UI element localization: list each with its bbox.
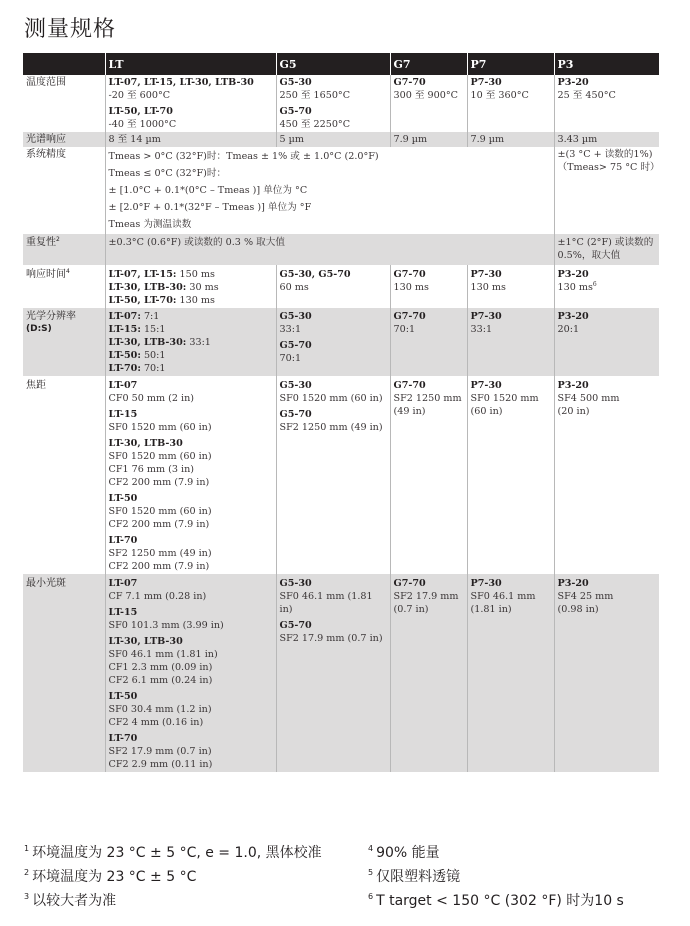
value-text: SF0 1520 mm (60 in) xyxy=(108,451,212,462)
value-text: SF2 17.9 mm (0.7 in) xyxy=(108,746,212,757)
model-name: P3-20 xyxy=(557,380,589,391)
cell-spot-p7 xyxy=(467,574,554,772)
cell-temp-p7 xyxy=(467,75,554,132)
value-text: 450 至 2250°C xyxy=(279,119,351,130)
model-name: P7-30 xyxy=(470,380,502,391)
value-text: 30 ms xyxy=(189,282,219,293)
label-spot: 最小光斑 xyxy=(23,574,105,772)
cell-accuracy-main xyxy=(105,147,554,234)
value-text: 20:1 xyxy=(557,324,580,335)
header-g5: G5 xyxy=(276,53,390,75)
cell-focal-lt xyxy=(105,376,276,574)
cell-spot-g7 xyxy=(390,574,467,772)
model-name: P7-30 xyxy=(470,77,502,88)
label-temp-range: 温度范围 xyxy=(26,77,66,88)
value-text: 70:1 xyxy=(393,324,416,335)
cell-focal-p7 xyxy=(467,376,554,574)
model-name: G5-70 xyxy=(279,340,312,351)
value-text: 150 ms xyxy=(179,269,215,280)
value-text: CF2 2.9 mm (0.11 in) xyxy=(108,759,213,770)
cell-spectral-lt: 8 至 14 µm xyxy=(105,132,276,147)
accuracy-line: Tmeas > 0°C (32°F)时：Tmeas ± 1% 或 ± 1.0°C (2.0°F) xyxy=(108,151,379,162)
optical-line xyxy=(109,336,274,349)
header-p3: P3 xyxy=(554,53,659,75)
response-line xyxy=(109,268,274,281)
model-name: LT-70 xyxy=(108,733,138,744)
value-text: 10 至 360°C xyxy=(470,90,529,101)
model-name: LT-15: xyxy=(108,324,141,335)
row-temp-range xyxy=(23,75,659,132)
cell-optical-p3 xyxy=(554,308,659,376)
label-text: 重复性 xyxy=(26,237,56,248)
footnote-num: 5 xyxy=(368,868,374,877)
model-name: G7-70 xyxy=(393,380,426,391)
value-text: CF2 6.1 mm (0.24 in) xyxy=(108,675,213,686)
value-text: (0.7 in) xyxy=(393,604,429,615)
footnote-text: 环境温度为 23 °C ± 5 °C xyxy=(32,869,197,885)
accuracy-line: ± [2.0°F + 0.1*(32°F – Tmeas )] 单位为 °F xyxy=(108,202,312,213)
model-name: LT-50 xyxy=(108,493,138,504)
header-p7: P7 xyxy=(467,53,554,75)
value-text: SF2 1250 mm xyxy=(393,393,462,404)
footnote-text: T target < 150 °C (302 °F) 时为10 s xyxy=(376,893,624,909)
model-name: P3-20 xyxy=(557,269,589,280)
model-name: LT-07, LT-15: xyxy=(108,269,177,280)
header-row xyxy=(23,53,659,75)
label-repeatability xyxy=(23,234,105,265)
model-name: G7-70 xyxy=(393,269,426,280)
accuracy-line: Tmeas 为测温读数 xyxy=(108,219,192,230)
row-repeatability xyxy=(23,234,659,265)
model-name: LT-07 xyxy=(108,380,138,391)
optical-line xyxy=(109,349,274,362)
model-name: P3-20 xyxy=(557,311,589,322)
cell-spectral-p7: 7.9 µm xyxy=(467,132,554,147)
cell-response-g5 xyxy=(276,265,390,308)
cell-optical-lt xyxy=(105,308,276,376)
row-response xyxy=(23,265,659,308)
cell-optical-p7 xyxy=(467,308,554,376)
optical-line xyxy=(109,362,274,375)
value-text: SF0 1520 mm (60 in) xyxy=(108,422,212,433)
model-name: G5-30 xyxy=(279,380,312,391)
row-focal xyxy=(23,376,659,574)
value-text: (60 in) xyxy=(470,406,503,417)
value-text: 130 ms xyxy=(470,282,506,293)
model-name: G5-30 xyxy=(279,311,312,322)
value-text xyxy=(558,281,658,294)
spec-table xyxy=(23,53,659,772)
value-text: SF0 30.4 mm (1.2 in) xyxy=(108,704,212,715)
model-name: LT-50, LT-70: xyxy=(108,295,177,306)
header-lt: LT xyxy=(105,53,276,75)
model-name: P7-30 xyxy=(470,311,502,322)
footnote-ref: 4 xyxy=(66,268,70,275)
value-text: 33:1 xyxy=(470,324,493,335)
value-text: CF1 2.3 mm (0.09 in) xyxy=(108,662,213,673)
model-name: LT-30, LTB-30: xyxy=(108,337,187,348)
model-name: G5-30 xyxy=(279,77,312,88)
footnote-3 xyxy=(24,890,116,910)
footnote-ref: 2 xyxy=(56,236,60,243)
header-empty xyxy=(23,53,105,75)
model-name: LT-30, LTB-30 xyxy=(108,438,183,449)
page-title: 测量规格 xyxy=(24,17,117,42)
model-name: G5-70 xyxy=(279,106,312,117)
value-text: SF0 1520 mm (60 in) xyxy=(279,393,383,404)
cell-focal-g7 xyxy=(390,376,467,574)
model-name: P3-20 xyxy=(557,578,589,589)
value-number: 130 ms xyxy=(557,282,593,293)
label-spectral: 光谱响应 xyxy=(23,132,105,147)
value-text: 33:1 xyxy=(189,337,211,348)
value-text: CF0 50 mm (2 in) xyxy=(108,393,195,404)
model-name: P7-30 xyxy=(470,578,502,589)
value-text: SF2 17.9 mm xyxy=(393,591,459,602)
label-text: 响应时间 xyxy=(26,269,66,280)
model-name: LT-30, LTB-30 xyxy=(108,636,183,647)
row-optical xyxy=(23,308,659,376)
value-text: SF0 46.1 mm (1.81 in) xyxy=(279,591,373,615)
value-text: 50:1 xyxy=(143,350,166,361)
model-name: LT-70: xyxy=(108,363,141,374)
cell-temp-lt xyxy=(105,75,276,132)
footnote-1 xyxy=(24,842,322,862)
value-text: 130 ms xyxy=(179,295,215,306)
value-text: SF0 46.1 mm xyxy=(470,591,536,602)
cell-temp-g5 xyxy=(276,75,390,132)
model-name: LT-07 xyxy=(108,578,138,589)
model-name: LT-15 xyxy=(108,607,138,618)
value-text: -40 至 1000°C xyxy=(108,119,177,130)
cell-spot-lt xyxy=(105,574,276,772)
value-text: SF0 101.3 mm (3.99 in) xyxy=(108,620,224,631)
model-name: G7-70 xyxy=(393,311,426,322)
value-text: (20 in) xyxy=(557,406,590,417)
value-text: CF1 76 mm (3 in) xyxy=(108,464,195,475)
footnote-5 xyxy=(368,866,460,886)
optical-line xyxy=(109,323,274,336)
model-name: P7-30 xyxy=(470,269,502,280)
footnote-text: 以较大者为准 xyxy=(32,893,117,909)
value-text: CF2 200 mm (7.9 in) xyxy=(108,561,210,572)
row-spectral xyxy=(23,132,659,147)
value-text: 130 ms xyxy=(393,282,429,293)
cell-optical-g7 xyxy=(390,308,467,376)
cell-optical-g5 xyxy=(276,308,390,376)
value-text: SF0 1520 mm (60 in) xyxy=(108,506,212,517)
row-accuracy xyxy=(23,147,659,234)
value-text: SF2 1250 mm (49 in) xyxy=(108,548,212,559)
label-accuracy: 系统精度 xyxy=(26,149,66,160)
model-name: LT-70 xyxy=(108,535,138,546)
header-g7: G7 xyxy=(390,53,467,75)
value-text: 7:1 xyxy=(143,311,160,322)
model-name: LT-07, LT-15, LT-30, LTB-30 xyxy=(108,77,254,88)
value-text: CF2 200 mm (7.9 in) xyxy=(108,519,210,530)
cell-focal-g5 xyxy=(276,376,390,574)
cell-response-lt xyxy=(105,265,276,308)
value-text: 60 ms xyxy=(279,282,309,293)
footnote-text: 环境温度为 23 °C ± 5 °C, e = 1.0, 黑体校准 xyxy=(32,845,322,861)
value-text: 33:1 xyxy=(279,324,302,335)
cell-accuracy-p3 xyxy=(554,147,659,234)
value-text: (49 in) xyxy=(393,406,426,417)
value-text: 25 至 450°C xyxy=(557,90,616,101)
cell-temp-p3 xyxy=(554,75,659,132)
model-name: G5-70 xyxy=(279,620,312,631)
cell-response-g7 xyxy=(390,265,467,308)
label-response xyxy=(23,265,105,308)
model-name: G5-30, G5-70 xyxy=(279,269,351,280)
label-optical xyxy=(23,308,105,376)
accuracy-p3-text: ±(3 °C + 读数的1%)（Tmeas> 75 °C 时） xyxy=(557,149,660,173)
model-name: G5-70 xyxy=(279,409,312,420)
footnote-num: 6 xyxy=(368,892,374,901)
value-text: CF2 200 mm (7.9 in) xyxy=(108,477,210,488)
value-text: CF 7.1 mm (0.28 in) xyxy=(108,591,207,602)
footnote-2 xyxy=(24,866,196,886)
cell-spectral-p3: 3.43 µm xyxy=(554,132,659,147)
cell-spectral-g5: 5 µm xyxy=(276,132,390,147)
cell-response-p3 xyxy=(554,265,659,308)
value-text: SF2 17.9 mm (0.7 in) xyxy=(279,633,383,644)
response-line xyxy=(109,294,274,307)
model-name: LT-50: xyxy=(108,350,141,361)
footnote-num: 4 xyxy=(368,844,374,853)
cell-spot-p3 xyxy=(554,574,659,772)
footnote-6 xyxy=(368,890,624,910)
label-text: 光学分辨率 xyxy=(26,311,76,322)
footnote-num: 3 xyxy=(24,892,30,901)
cell-response-p7 xyxy=(467,265,554,308)
model-name: G7-70 xyxy=(393,578,426,589)
value-text: SF4 25 mm xyxy=(557,591,614,602)
model-name: LT-50, LT-70 xyxy=(108,106,173,117)
value-text: (0.98 in) xyxy=(557,604,599,615)
label-focal: 焦距 xyxy=(26,380,46,391)
value-text: 15:1 xyxy=(143,324,166,335)
model-name: LT-30, LTB-30: xyxy=(108,282,187,293)
row-spot xyxy=(23,574,659,772)
footnote-text: 90% 能量 xyxy=(376,845,440,861)
model-name: LT-15 xyxy=(108,409,138,420)
value-text: CF2 4 mm (0.16 in) xyxy=(108,717,204,728)
label-sub: (D:S) xyxy=(26,324,52,334)
footnote-num: 2 xyxy=(24,868,30,877)
value-text: 70:1 xyxy=(279,353,302,364)
footnote-num: 1 xyxy=(24,844,30,853)
footnote-ref: 6 xyxy=(592,281,597,288)
model-name: LT-07: xyxy=(108,311,141,322)
value-text: 300 至 900°C xyxy=(393,90,458,101)
model-name: P3-20 xyxy=(557,77,589,88)
value-text: SF2 1250 mm (49 in) xyxy=(279,422,383,433)
cell-repeatability-p3: ±1°C (2°F) 或读数的 0.5%，取大值 xyxy=(554,234,659,265)
cell-temp-g7 xyxy=(390,75,467,132)
cell-repeatability-main: ±0.3°C (0.6°F) 或读数的 0.3 % 取大值 xyxy=(105,234,554,265)
value-text: -20 至 600°C xyxy=(108,90,171,101)
response-line xyxy=(109,281,274,294)
model-name: LT-50 xyxy=(108,691,138,702)
model-name: G5-30 xyxy=(279,578,312,589)
cell-focal-p3 xyxy=(554,376,659,574)
footnote-4 xyxy=(368,842,440,862)
value-text: SF0 1520 mm xyxy=(470,393,539,404)
cell-spectral-g7: 7.9 µm xyxy=(390,132,467,147)
optical-line xyxy=(109,310,274,323)
value-text: SF0 46.1 mm (1.81 in) xyxy=(108,649,218,660)
value-text: 70:1 xyxy=(143,363,166,374)
accuracy-line: Tmeas ≤ 0°C (32°F)时： xyxy=(108,168,227,179)
model-name: G7-70 xyxy=(393,77,426,88)
value-text: SF4 500 mm xyxy=(557,393,620,404)
accuracy-line: ± [1.0°C + 0.1*(0°C – Tmeas )] 单位为 °C xyxy=(108,185,308,196)
value-text: 250 至 1650°C xyxy=(279,90,351,101)
footnote-text: 仅限塑料透镜 xyxy=(376,869,461,885)
cell-spot-g5 xyxy=(276,574,390,772)
value-text: (1.81 in) xyxy=(470,604,512,615)
